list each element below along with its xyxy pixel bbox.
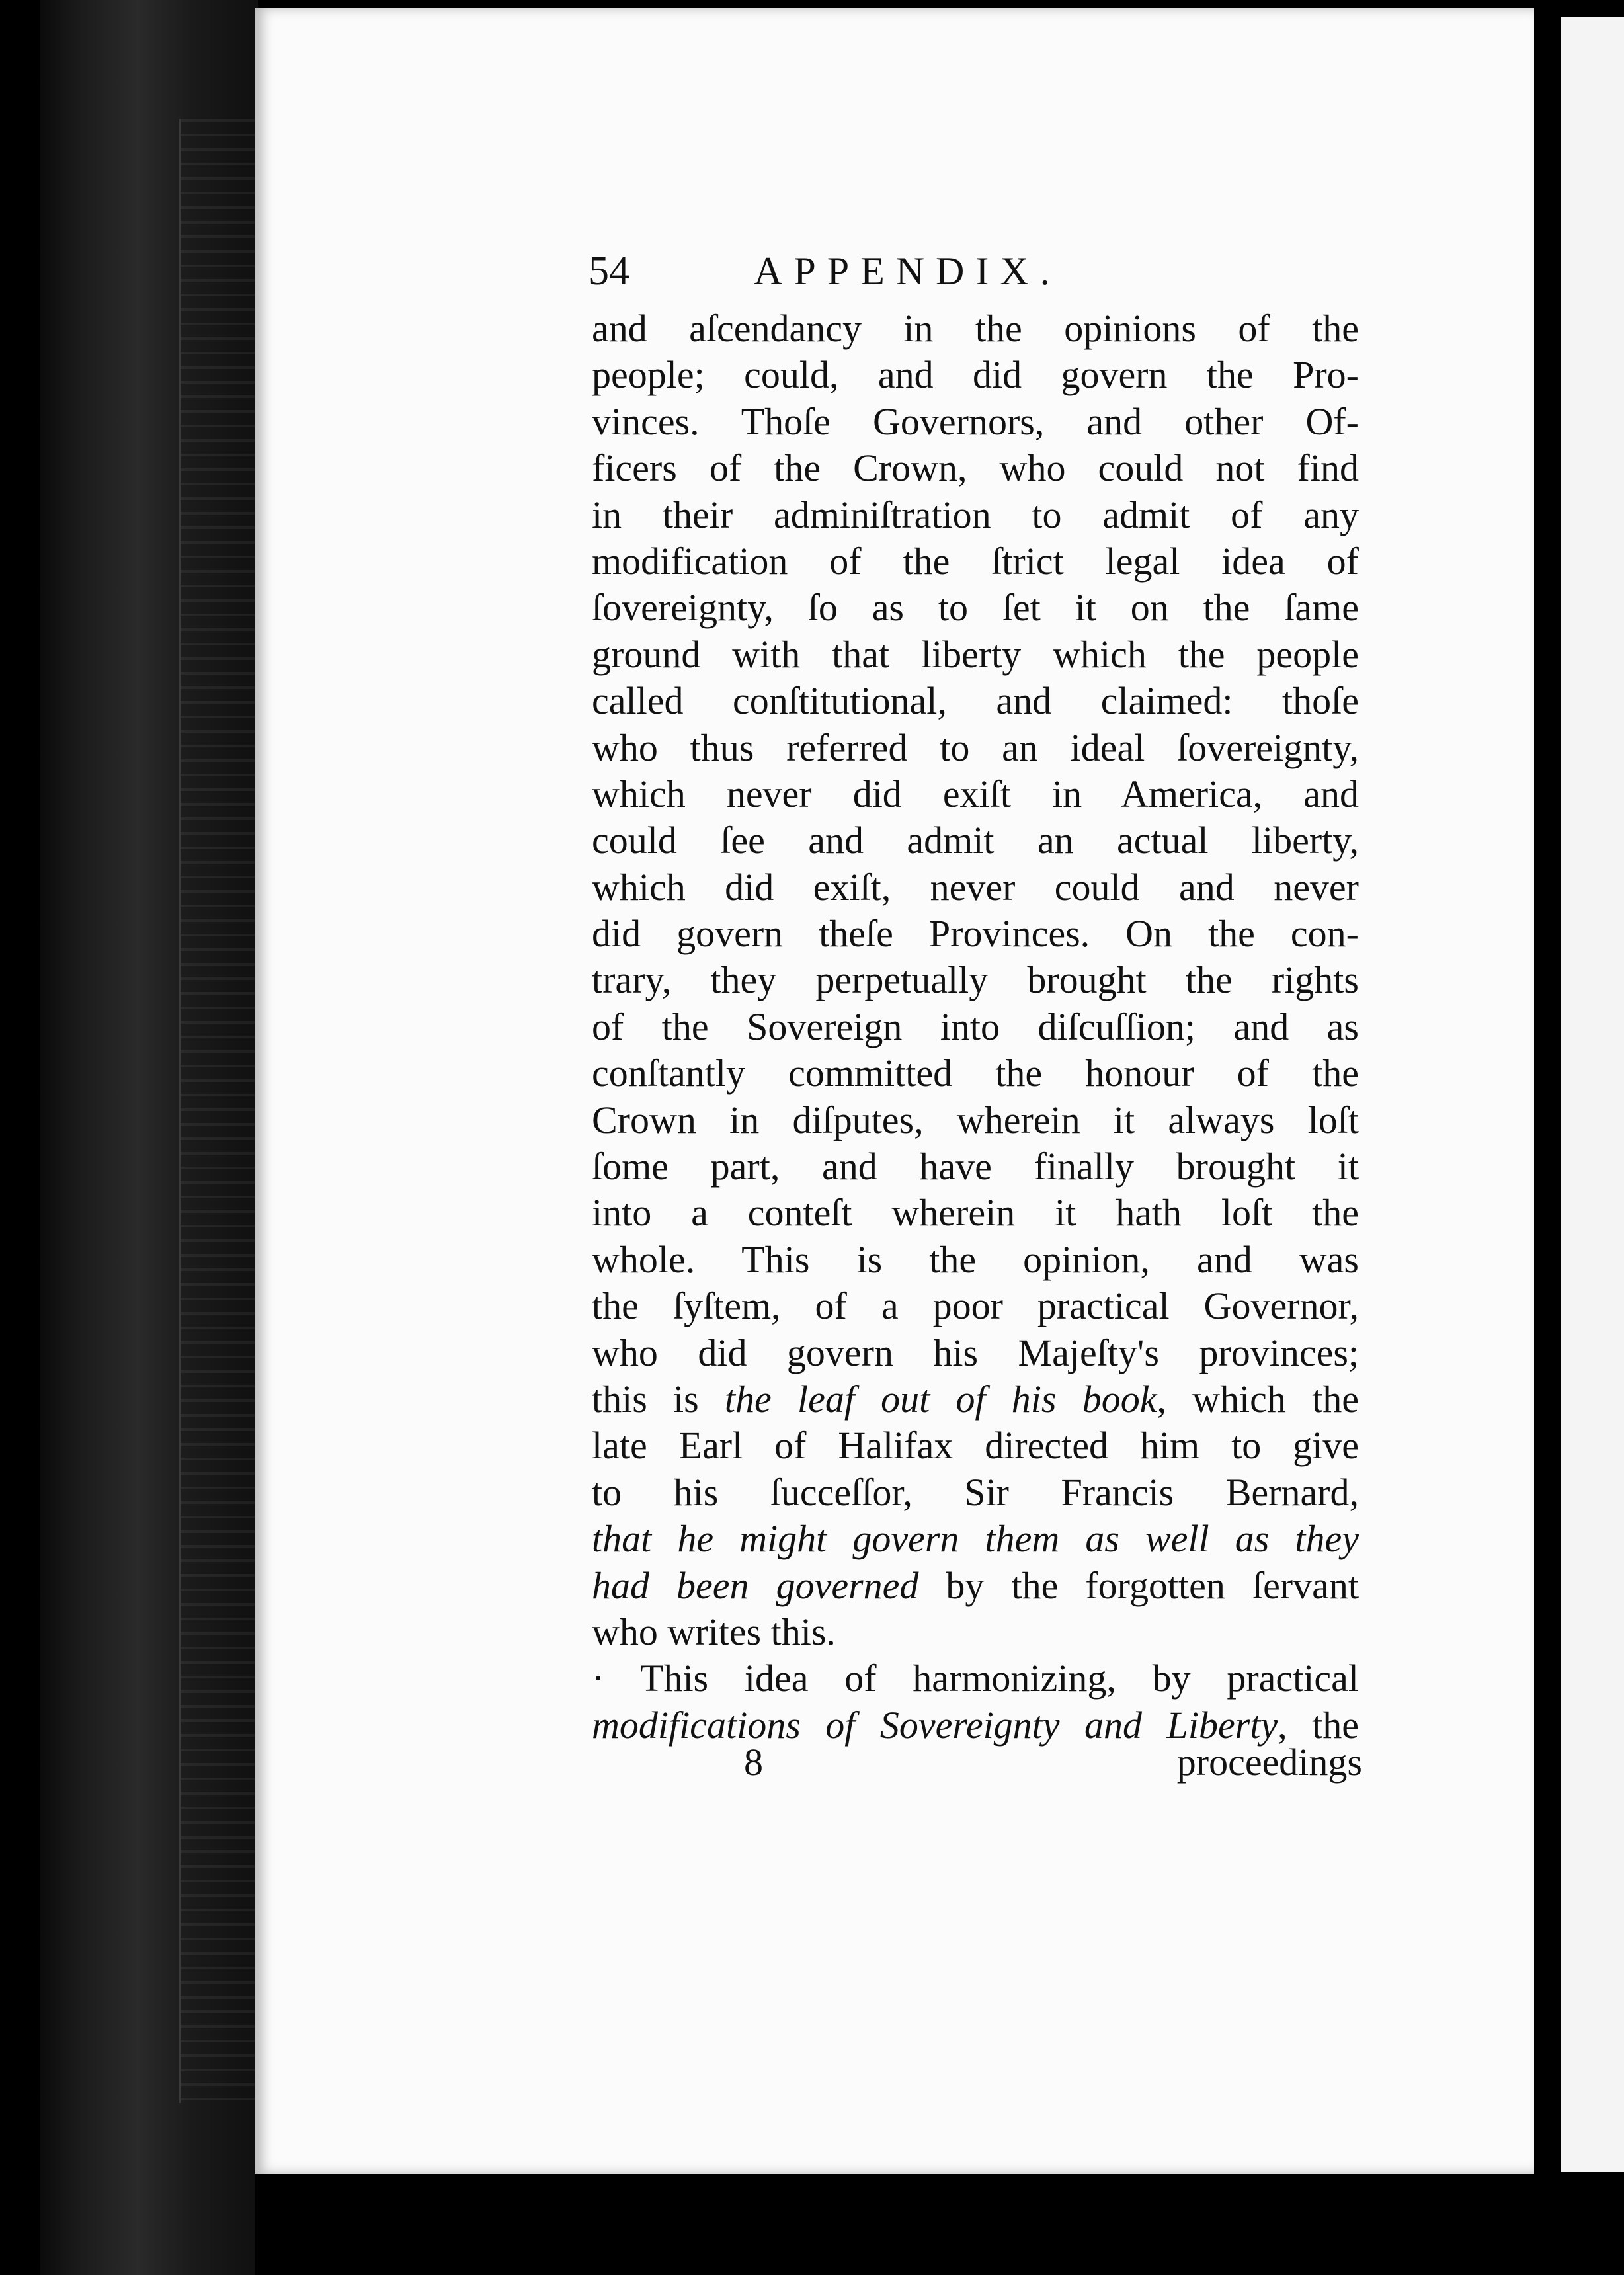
text-run: this is <box>592 1377 725 1421</box>
text-line <box>592 771 1359 817</box>
text-run: people; could, and did govern the Pro- <box>592 353 1359 397</box>
page-number: 54 <box>589 249 629 294</box>
text-run: called conſtitutional, and claimed: thoſe <box>592 679 1359 723</box>
text-run: ground with that liberty which the people <box>592 632 1359 676</box>
text-line <box>592 492 1359 538</box>
text-run: which never did exiſt in America, and <box>592 772 1359 815</box>
italic-run: had been governed <box>592 1563 919 1607</box>
text-line <box>592 399 1359 445</box>
text-line <box>592 1190 1359 1236</box>
text-line <box>592 1376 1359 1423</box>
text-run: in their adminiſtration to admit of any <box>592 493 1359 536</box>
page-footer <box>592 1736 1362 1789</box>
text-line <box>592 538 1359 585</box>
text-line <box>592 1516 1359 1562</box>
text-line <box>592 864 1359 911</box>
text-run: by the forgotten ſervant <box>918 1563 1359 1607</box>
text-run: whole. This is the opinion, and was <box>592 1237 1359 1281</box>
text-run: ficers of the Crown, who could not find <box>592 446 1359 490</box>
text-line <box>592 352 1359 398</box>
text-line <box>592 1469 1359 1516</box>
signature-mark: 8 <box>744 1741 763 1784</box>
text-line <box>592 1097 1359 1143</box>
text-run: ſome part, and have finally brought it <box>592 1145 1359 1188</box>
spine-gutter <box>179 119 260 2103</box>
text-run: This idea of harmonizing, by practical <box>640 1657 1359 1700</box>
text-line <box>592 1237 1359 1283</box>
text-run: late Earl of Halifax directed him to give <box>592 1424 1359 1468</box>
text-run: who did govern his Majeſty's provinces; <box>592 1331 1359 1374</box>
text-line <box>592 1609 1359 1655</box>
text-line <box>592 1563 1359 1609</box>
text-line <box>592 817 1359 864</box>
text-run: , which the <box>1157 1377 1359 1421</box>
text-line <box>592 1283 1359 1329</box>
text-line <box>592 585 1359 631</box>
text-line <box>592 1143 1359 1190</box>
text-line <box>592 911 1359 957</box>
page-header <box>589 235 1369 308</box>
text-run: trary, they perpetually brought the rights <box>592 958 1359 1002</box>
text-line <box>592 725 1359 771</box>
text-run: to his ſucceſſor, Sir Francis Bernard, <box>592 1470 1359 1514</box>
text-run: , the <box>1278 1703 1359 1747</box>
text-run: modification of the ſtrict legal idea of <box>592 539 1359 583</box>
text-run: into a conteſt wherein it hath loſt the <box>592 1191 1359 1235</box>
italic-run: the leaf out of his book <box>724 1377 1157 1421</box>
catchword: proceedings <box>1176 1741 1362 1784</box>
facing-page-edge <box>1561 17 1624 2172</box>
text-line <box>592 1655 1359 1702</box>
text-line <box>592 1330 1359 1376</box>
italic-run: modifications of Sovereignty and Liberty <box>592 1703 1278 1747</box>
text-line <box>592 1004 1359 1050</box>
text-run: Crown in diſputes, wherein it always loſt <box>592 1098 1359 1141</box>
page-gutter-shadow <box>1534 0 1561 2275</box>
text-line <box>592 1050 1359 1096</box>
text-run: of the Sovereign into diſcuſſion; and as <box>592 1005 1359 1048</box>
running-head: APPENDIX. <box>754 249 1061 293</box>
text-run: which did exiſt, never could and never <box>592 865 1359 909</box>
text-line <box>592 632 1359 678</box>
text-run: the ſyſtem, of a poor practical Governor, <box>592 1284 1359 1328</box>
text-line <box>592 306 1359 352</box>
text-run: could ſee and admit an actual liberty, <box>592 819 1359 862</box>
body-text <box>592 306 1359 1749</box>
text-line <box>592 445 1359 491</box>
text-run: and aſcendancy in the opinions of the <box>592 307 1359 350</box>
book-spine <box>40 0 258 2275</box>
text-run: who writes this. <box>592 1610 836 1653</box>
text-line <box>592 1423 1359 1469</box>
text-line <box>592 678 1359 724</box>
text-run: conſtantly committed the honour of the <box>592 1052 1359 1095</box>
text-run: ſovereignty, ſo as to ſet it on the ſame <box>592 586 1359 630</box>
text-run: who thus referred to an ideal ſovereignty, <box>592 725 1359 769</box>
text-run: vinces. Thoſe Governors, and other Of- <box>592 399 1359 443</box>
text-line <box>592 957 1359 1003</box>
italic-run: that he might govern them as well as they <box>592 1517 1359 1561</box>
page-bottom-shadow <box>255 2174 1561 2275</box>
text-run: did govern theſe Provinces. On the con- <box>592 912 1359 956</box>
